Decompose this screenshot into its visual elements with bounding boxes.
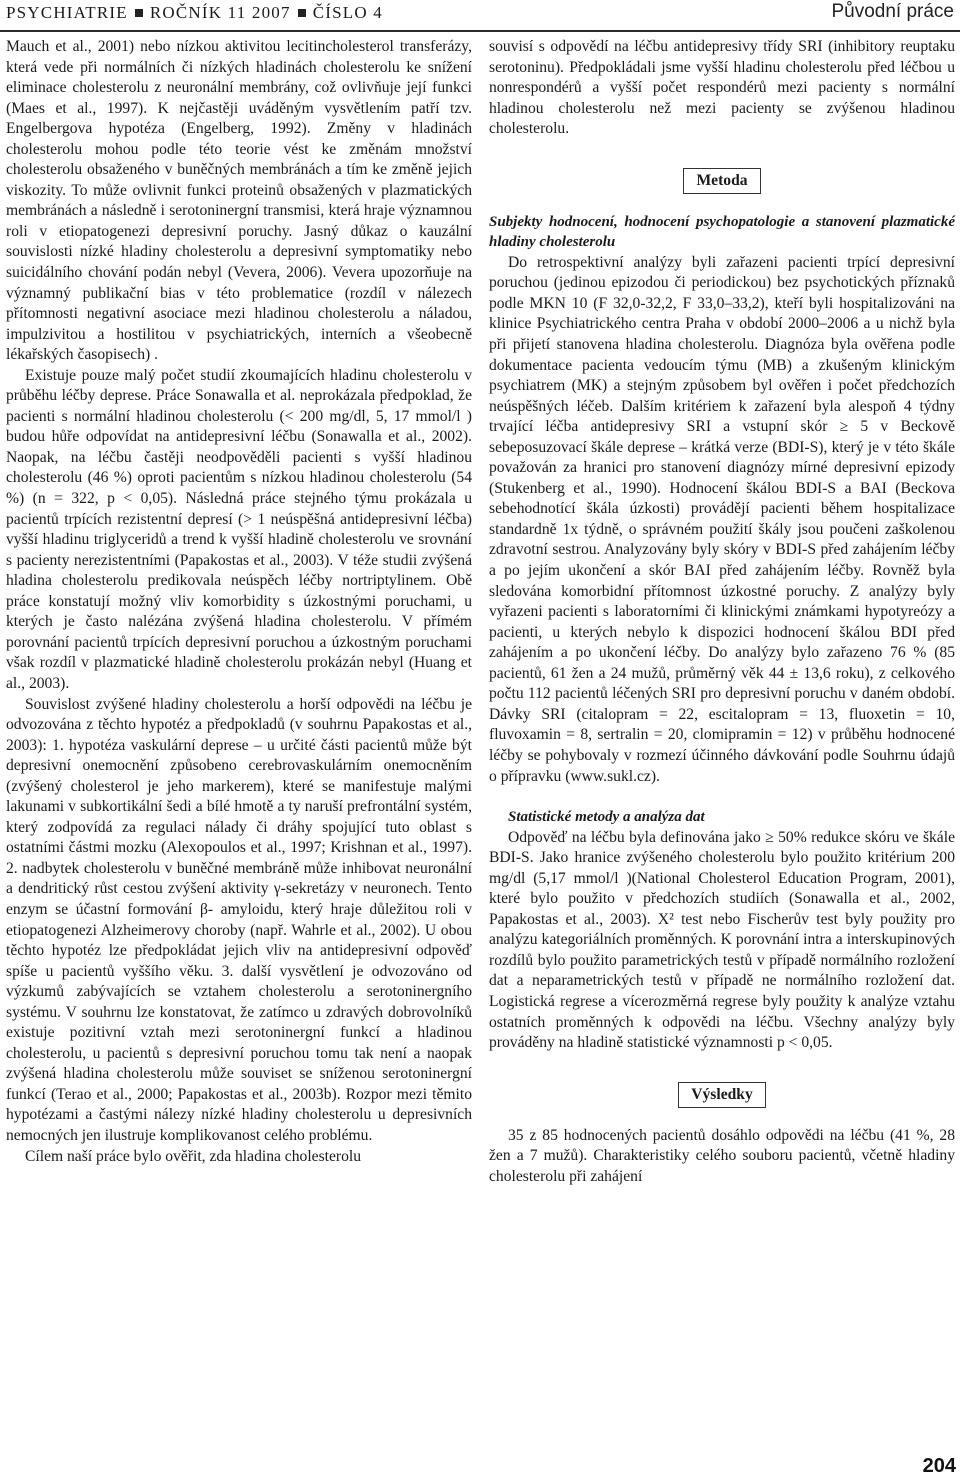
section-heading-method: Metoda bbox=[489, 168, 955, 194]
separator-square-icon bbox=[298, 9, 306, 17]
journal-info bbox=[6, 3, 383, 23]
paragraph: Cílem naší práce bylo ověřit, zda hladina cholesterolu bbox=[25, 1147, 362, 1165]
paragraph: Odpověď na léčbu byla definována jako ≥ 50% redukce skóru ve škále BDI-S. Jako hranice zvýšeného cholesterolu bylo použito kritérium 200 mg/dl (5,17 mmol/l )(National Cholesterol Education Program, 2001), které bylo použito v předchozích studiích (Sonawalla et al., 2002, Papakostas et al., 2003). X² test nebo Fischerův test byly použity pro analýzu kategoriálních proměnných. K porovnání intra a interskupinových rozdílů bylo použito parametrických testů v případě normálního rozložení dat a neparametrických testů v případě ne normálního rozložení dat. Logistická regrese a vícerozměrná regrese byly použity k analýze vztahu ostatních proměnných k odpovědi na léčbu. Všechny analýzy byly prováděny na hladině statistické významnosti p < 0,05. bbox=[489, 828, 955, 1052]
paragraph: Existuje pouze malý počet studií zkoumajících hladinu cholesterolu v průběhu léčby deprese. Práce Sonawalla et al. neprokázala předpoklad, že pacienti s normální hladinou cholesterolu (< 200 mg/dl, 5, 17 mmol/l ) budou hůře odpovídat na antidepresivní léčbu (Sonawalla et al., 2002). Naopak, na léčbu častěji neodpověděli pacienti s vyšší hladinou cholesterolu (46 %) oproti pacientům s nízkou hladinou cholesterolu (54 %) (n = 322, p < 0,05). Následná práce stejného týmu prokázala u pacientů trpících rezistentní depresí (> 1 neúspěšná antidepresivní léčba) vyšší hladinu triglyceridů a trend k vyšší hladině cholesterolu ve srovnání s pacienty nerezistentními (Papakostas et al., 2003). V téže studii zvýšená hladina cholesterolu predikovala neúspěch léčby nortriptylinem. Obě práce konstatují možný vliv komorbidity s úzkostnými poruchami, u kterých je často nalézána zvýšená hladina cholesterolu. V přímém porovnání pacientů trpících depresivní poruchou a úzkostným poruchami však rozdíl v plazmatické hladině cholesterolu prokázán nebyl (Huang et al., 2003). bbox=[6, 366, 472, 692]
volume: ROČNÍK 11 bbox=[149, 3, 247, 22]
year: 2007 bbox=[251, 3, 291, 22]
left-column bbox=[6, 37, 472, 1167]
section-heading-results: Výsledky bbox=[489, 1082, 955, 1108]
paragraph: Mauch et al., 2001) nebo nízkou aktivitou lecitincholesterol transferázy, která vede při normálních či nízkých hladinách cholesterolu ke snížení eliminace cholesterolu z neuronální membrány, což ovlivňuje její funkci (Maes et al., 1997). K nejčastěji uváděným vysvětlením patří tzv. Engelbergova hypotéza (Engelberg, 1992). Změny v hladinách cholesterolu mohou podle této teorie vést ke změnám množství cholesterolu obsaženého v buněčných membránách a tím ke změně jejich viskozity. To může ovlivnit funkci proteinů obsažených v plazmatických membránách a následně i serotoninergní transmisi, která hraje významnou roli v etiopatogenezi depresivní poruchy. Jasný důkaz o kauzální souvislosti nízké hladiny cholesterolu a depresivní symptomatiky nebo suicidálního chování podán nebyl (Vevera, 2006). Vevera upozorňuje na významný publikační bias v této problematice (rozdíl v nálezech přítomnosti negativní asociace mezi hladinou cholesterolu a náladou, impulzivitou a hostilitou v psychiatrických, interních a všeobecně lékařských časopisech) . bbox=[6, 38, 472, 364]
subheading: Subjekty hodnocení, hodnocení psychopatologie a stanovení plazmatické hladiny cholesterolu bbox=[489, 213, 955, 251]
page-number: 204 bbox=[922, 1455, 956, 1477]
separator-square-icon bbox=[135, 9, 143, 17]
paragraph: Do retrospektivní analýzy byli zařazeni pacienti trpící depresivní poruchou (jedinou epizodou či periodickou) bez psychotických příznaků podle MKN 10 (F 32,0-32,2, F 33,0–33,2), kteří byli hospitalizováni na klinice Psychiatrického centra Praha v období 2000–2006 a u nichž byla při přijetí stanovena hladina cholesterolu. Diagnóza byla ověřena podle dokumentace pacienta vedoucím týmu (MB) a zkušeným klinickým psychiatrem (MK) a stejným způsobem byl ověřen i počet předchozích neúspěšných léčeb. Dalším kritériem k zařazení byla alespoň 4 týdny trvající léčba antidepresivy SRI a vstupní skór ≥ 5 v Beckově sebeposuzovací škále deprese – krátká verze (BDI-S), který je v této škále považován za hranici pro stanovení diagnózy mírné depresivní epizody (Stukenberg et al., 1990). Hodnocení škálou BDI-S a BAI (Beckova sebehodnotící škála úzkosti) provádějí pacienti během hospitalizace standardně 1x týdně, o správném použití škály jsou poučeni zaškolenou zdravotní sestrou. Analyzovány byly skóry v BDI-S před zahájením léčby a po jejím ukončení a skór BAI před zahájením léčby. Rovněž byla sledována komorbidní přítomnost úzkostné poruchy. Z analýzy byly vyřazeni pacienti s laboratorními či klinickými známkami hypotyreózy a pacienti, u kterých nebylo k dispozici hodnocení škálou BDI před zahájením a po ukončení léčby. Do analýzy bylo zařazeno 76 % (85 pacientů, 61 žen a 24 mužů, průměrný věk 44 ± 13,6 roku), z celkového počtu 112 pacientů léčených SRI pro depresivní poruchu v daném období. Dávky SRI (citalopram = 22, escitalopram = 13, fluoxetin = 10, fluvoxamin = 8, sertralin = 20, clomipramin = 12) v průběhu hodnocené léčby se pohybovaly v rozmezí účinného dávkování podle Souhrnu údajů o přípravku (www.sukl.cz). bbox=[489, 253, 955, 785]
spacer bbox=[489, 787, 955, 807]
right-column bbox=[489, 37, 955, 1187]
section-label: Původní práce bbox=[831, 1, 954, 22]
paragraph: 35 z 85 hodnocených pacientů dosáhlo odpovědi na léčbu (41 %, 28 žen a 7 mužů). Charakteristiky celého souboru pacientů, včetně hladiny cholesterolu při zahájení bbox=[489, 1126, 955, 1185]
running-header bbox=[0, 0, 960, 30]
header-rule bbox=[0, 30, 960, 32]
issue: ČÍSLO 4 bbox=[312, 3, 383, 22]
journal-name: PSYCHIATRIE bbox=[6, 3, 128, 22]
paragraph: souvisí s odpovědí na léčbu antidepresivy třídy SRI (inhibitory reuptaku serotoninu). Předpokládali jsme vyšší hladinu cholesterolu před léčbou u nonrespondérů a vyšší počet respondérů mezi pacienty s normální hladinou cholesterolu než mezi pacienty se zvýšenou hladinou cholesterolu. bbox=[489, 38, 955, 138]
subheading: Statistické metody a analýza dat bbox=[508, 809, 705, 826]
paragraph: Souvislost zvýšené hladiny cholesterolu a horší odpovědi na léčbu je odvozována z těchto hypotéz a předpokladů (v souhrnu Papakostas et al., 2003): 1. hypotéza vaskulární deprese – u určité části pacientů může být depresivní onemocnění způsobeno cerebrovaskulárním onemocněním (zvýšený cholesterol je jeho markerem), které se manifestuje malými lakunami v subkortikální šedi a bílé hmotě a ty naruší prefrontální systém, který zodpovídá za regulaci nálady či dráhy spojující tuto oblast s ostatními částmi mozku (Alexopoulos et al., 1997; Krishnan et al., 1997). 2. nadbytek cholesterolu v buněčné membráně může inhibovat neuronální a dendritický růst cestou zvýšení aktivity γ-sekretázy v neuronech. Tento enzym se účastní formování β- amyloidu, který hraje důležitou roli v etiopatogenezi Alzheimerovy choroby (např. Wahrle et al., 2002). U obou těchto hypotéz lze předpokládat jejich vliv na antidepresivní odpověď spíše u pacientů vyššího věku. 3. další vysvětlení je odvozováno od výzkumů zabývajících se vztahem cholesterolu a serotoninergního systému. V souhrnu lze konstatovat, že zatímco u zdravých dobrovolníků existuje pozitivní vztah mezi serotoninergní funkcí a hladinou cholesterolu, u pacientů s depresivní poruchou tomu tak není a naopak zvýšená hladina cholesterolu může souviset se sníženou serotoninergní funkcí (Terao et al., 2000; Papakostas et al., 2003b). Rozpor mezi těmito hypotézami a častými nálezy nízké hladiny cholesterolu u depresivních nemocných jen ilustruje komplikovanost celého problému. bbox=[6, 695, 472, 1144]
